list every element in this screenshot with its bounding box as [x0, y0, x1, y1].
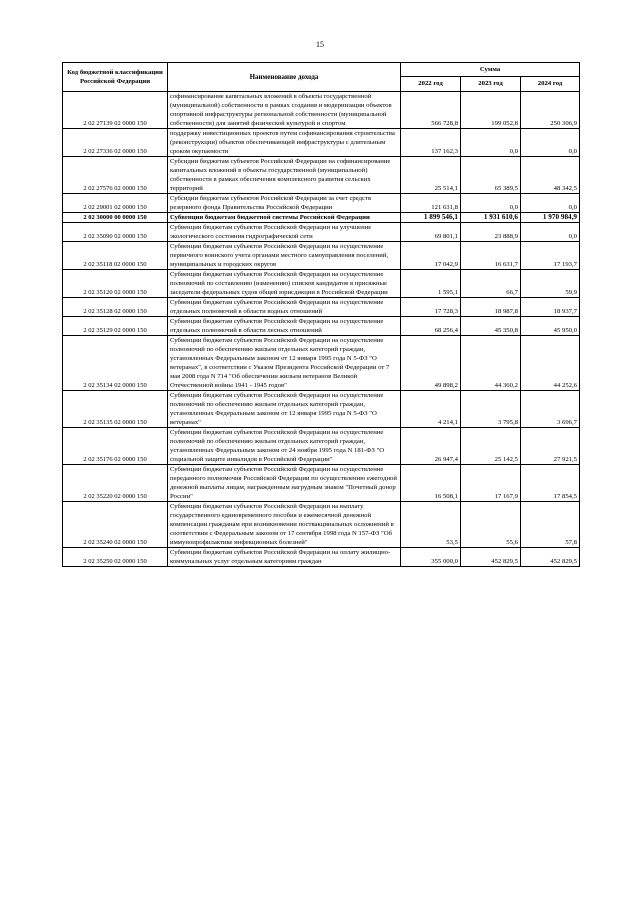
table-row — [63, 223, 580, 242]
cell-name: Субвенции бюджетам субъектов Российской Федерации на осуществление переданного полномочия Российской Федерации по осуществлению ежегодной денежной выплаты лицам, награжденным нагрудным знаком "Почетный донор России" — [168, 465, 401, 502]
cell-value-2024: 250 306,9 — [521, 92, 580, 129]
header-code: Код бюджетной классификации Российской Федерации — [63, 63, 168, 92]
table-row — [63, 270, 580, 298]
cell-code: 2 02 35090 02 0000 150 — [63, 223, 168, 242]
cell-code: 2 02 27576 02 0000 150 — [63, 157, 168, 194]
cell-name: Субвенции бюджетам субъектов Российской Федерации на улучшение экологического состояния гидрографической сети — [168, 223, 401, 242]
cell-value-2024: 452 829,5 — [521, 548, 580, 567]
cell-value-2023: 45 350,8 — [461, 317, 521, 336]
cell-name: Субвенции бюджетам субъектов Российской Федерации на осуществление первичного воинского учета органами местного самоуправления поселений, муниципальных и городских округов — [168, 242, 401, 270]
cell-value-2023: 44 360,2 — [461, 336, 521, 391]
cell-value-2022: 68 256,4 — [401, 317, 461, 336]
cell-value-2022: 16 508,1 — [401, 465, 461, 502]
cell-code: 2 02 35120 02 0000 150 — [63, 270, 168, 298]
cell-value-2022: 137 162,3 — [401, 129, 461, 157]
cell-code: 2 02 35240 02 0000 150 — [63, 502, 168, 548]
cell-name: Субвенции бюджетам субъектов Российской Федерации на осуществление отдельных полномочий в области водных отношений — [168, 298, 401, 317]
cell-name: Субсидии бюджетам субъектов Российской Федерации за счет средств резервного фонда Правительства Российской Федерации — [168, 194, 401, 213]
cell-code: 2 02 27336 02 0000 150 — [63, 129, 168, 157]
cell-name: Субвенции бюджетам субъектов Российской Федерации на осуществление полномочий по составлению (изменению) списков кандидатов в присяжные заседатели федеральных судов общей юрисдикции в Российской Федерации — [168, 270, 401, 298]
cell-value-2022: 355 000,0 — [401, 548, 461, 567]
cell-value-2023: 25 142,5 — [461, 428, 521, 465]
table-row — [63, 194, 580, 213]
table-row — [63, 317, 580, 336]
table-row — [63, 548, 580, 567]
cell-value-2024: 17 193,7 — [521, 242, 580, 270]
cell-name: Субвенции бюджетам субъектов Российской Федерации на оплату жилищно-коммунальных услуг отдельным категориям граждан — [168, 548, 401, 567]
cell-code: 2 02 29001 02 0000 150 — [63, 194, 168, 213]
cell-name: Субсидии бюджетам субъектов Российской Федерации на софинансирование капитальных вложений в объекты государственной (муниципальной) собственности в рамках обеспечения комплексного развития сельских территорий — [168, 157, 401, 194]
cell-value-2022: 49 898,2 — [401, 336, 461, 391]
cell-value-2023: 0,0 — [461, 129, 521, 157]
cell-value-2022: 53,5 — [401, 502, 461, 548]
cell-name: Субвенции бюджетам субъектов Российской Федерации на осуществление отдельных полномочий в области лесных отношений — [168, 317, 401, 336]
cell-value-2023: 23 888,9 — [461, 223, 521, 242]
header-name: Наименование дохода — [168, 63, 401, 92]
cell-value-2023: 452 829,5 — [461, 548, 521, 567]
cell-code: 2 02 35118 02 0000 150 — [63, 242, 168, 270]
header-year-2022: 2022 год — [401, 76, 461, 91]
cell-value-2024: 0,0 — [521, 223, 580, 242]
cell-name: поддержку инвестиционных проектов путем софинансирования строительства (реконструкции) объектов обеспечивающей инфраструктуры с длительным сроком окупаемости — [168, 129, 401, 157]
cell-value-2023: 66,7 — [461, 270, 521, 298]
table-row — [63, 502, 580, 548]
table-row — [63, 129, 580, 157]
cell-name: Субвенции бюджетам бюджетной системы Российской Федерации — [168, 213, 401, 223]
header-sum: Сумма — [401, 63, 580, 77]
table-row — [63, 336, 580, 391]
cell-value-2024: 57,8 — [521, 502, 580, 548]
cell-name: софинансирование капитальных вложений в объекты государственной (муниципальной) собственности в рамках создания и модернизации объектов спортивной инфраструктуры региональной собственности (муниципальной собственности) для занятий физической культурой и спортом — [168, 92, 401, 129]
cell-code: 2 02 27139 02 0000 150 — [63, 92, 168, 129]
table-row — [63, 465, 580, 502]
cell-code: 2 02 35135 02 0000 150 — [63, 391, 168, 428]
cell-value-2024: 1 970 984,9 — [521, 213, 580, 223]
table-row — [63, 298, 580, 317]
cell-value-2022: 25 514,1 — [401, 157, 461, 194]
table-row — [63, 213, 580, 223]
cell-name: Субвенции бюджетам субъектов Российской Федерации на осуществление полномочий по обеспечению жильем отдельных категорий граждан, установленных Федеральным законом от 24 ноября 1995 года N 181-ФЗ "О социальной защите инвалидов в Российской Федерации" — [168, 428, 401, 465]
cell-value-2022: 121 631,8 — [401, 194, 461, 213]
cell-value-2024: 17 854,5 — [521, 465, 580, 502]
cell-value-2023: 199 052,8 — [461, 92, 521, 129]
cell-value-2023: 16 631,7 — [461, 242, 521, 270]
cell-code: 2 02 35250 02 0000 150 — [63, 548, 168, 567]
table-body — [63, 92, 580, 567]
revenue-table — [62, 62, 580, 567]
header-year-2023: 2023 год — [461, 76, 521, 91]
cell-value-2023: 3 795,8 — [461, 391, 521, 428]
table-row — [63, 391, 580, 428]
cell-name: Субвенции бюджетам субъектов Российской Федерации на осуществление полномочий по обеспечению жильем отдельных категорий граждан, установленных Федеральным законом от 12 января 1995 года N 5-ФЗ "О ветеранах" — [168, 391, 401, 428]
cell-value-2022: 17 728,3 — [401, 298, 461, 317]
cell-value-2024: 59,9 — [521, 270, 580, 298]
table-row — [63, 428, 580, 465]
cell-value-2022: 26 947,4 — [401, 428, 461, 465]
table-row — [63, 242, 580, 270]
cell-value-2024: 44 252,6 — [521, 336, 580, 391]
cell-value-2022: 1 899 546,1 — [401, 213, 461, 223]
cell-value-2023: 55,6 — [461, 502, 521, 548]
cell-value-2022: 4 214,1 — [401, 391, 461, 428]
cell-value-2022: 69 801,1 — [401, 223, 461, 242]
cell-value-2023: 65 389,5 — [461, 157, 521, 194]
cell-value-2024: 48 342,5 — [521, 157, 580, 194]
table-row — [63, 157, 580, 194]
cell-value-2024: 0,0 — [521, 194, 580, 213]
cell-value-2024: 45 950,0 — [521, 317, 580, 336]
page-number: 15 — [316, 40, 324, 49]
cell-code: 2 02 35176 02 0000 150 — [63, 428, 168, 465]
cell-code: 2 02 30000 00 0000 150 — [63, 213, 168, 223]
cell-name: Субвенции бюджетам субъектов Российской Федерации на выплату государственного единовременного пособия и ежемесячной денежной компенсации гражданам при возникновении поствакцинальных осложнений в соответствии с Федеральным законом от 17 сентября 1998 года N 157-ФЗ "Об иммунопрофилактике инфекционных болезней" — [168, 502, 401, 548]
cell-code: 2 02 35134 02 0000 150 — [63, 336, 168, 391]
cell-value-2024: 3 696,7 — [521, 391, 580, 428]
cell-value-2023: 18 987,8 — [461, 298, 521, 317]
cell-value-2024: 0,0 — [521, 129, 580, 157]
table-row — [63, 92, 580, 129]
cell-value-2024: 27 921,5 — [521, 428, 580, 465]
header-year-2024: 2024 год — [521, 76, 580, 91]
cell-value-2023: 17 167,9 — [461, 465, 521, 502]
cell-name: Субвенции бюджетам субъектов Российской Федерации на осуществление полномочий по обеспечению жильем отдельных категорий граждан, установленных Федеральным законом от 12 января 1995 года N 5-ФЗ "О ветеранах", в соответствии с Указом Президента Российской Федерации от 7 мая 2008 года N 714 "Об обеспечении жильем ветеранов Великой Отечественной войны 1941 - 1945 годов" — [168, 336, 401, 391]
cell-code: 2 02 35128 02 0000 150 — [63, 298, 168, 317]
cell-value-2022: 1 595,1 — [401, 270, 461, 298]
cell-value-2024: 18 937,7 — [521, 298, 580, 317]
cell-value-2023: 0,0 — [461, 194, 521, 213]
cell-value-2023: 1 931 610,6 — [461, 213, 521, 223]
cell-value-2022: 17 042,9 — [401, 242, 461, 270]
cell-value-2022: 566 728,8 — [401, 92, 461, 129]
cell-code: 2 02 35220 02 0000 150 — [63, 465, 168, 502]
cell-code: 2 02 35129 02 0000 150 — [63, 317, 168, 336]
